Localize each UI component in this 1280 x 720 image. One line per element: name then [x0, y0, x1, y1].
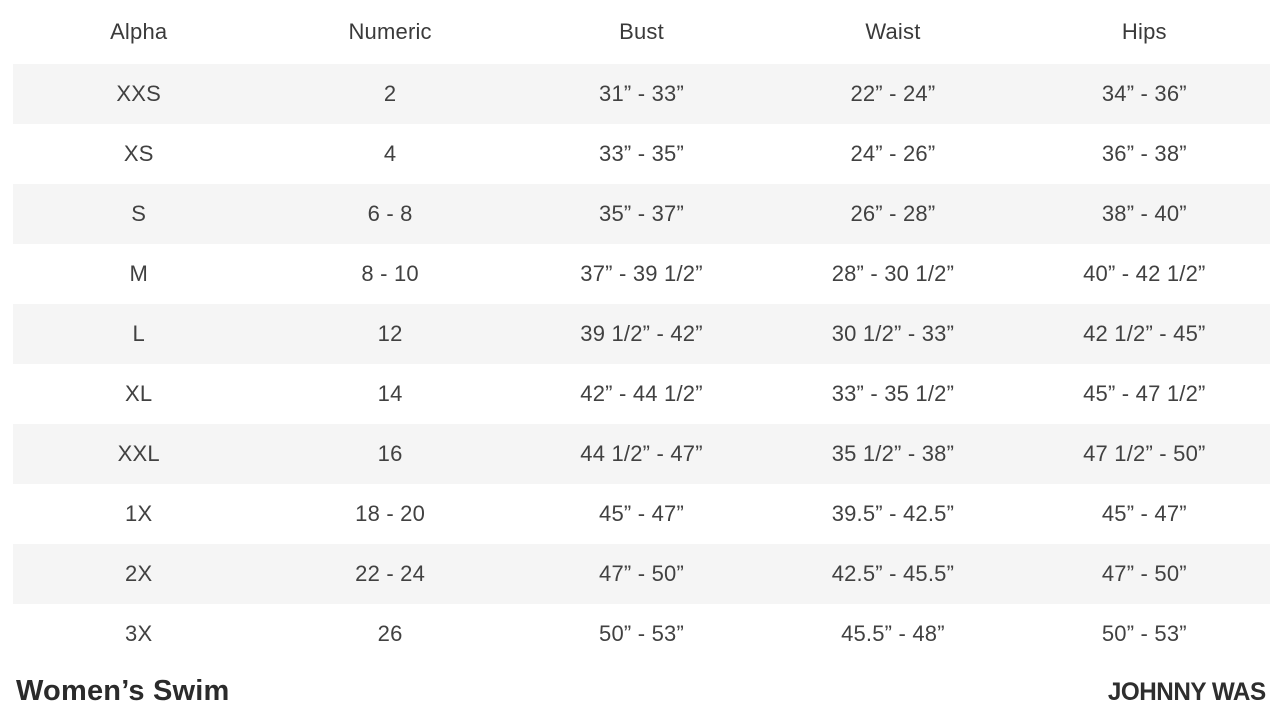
header-cell-waist: Waist — [865, 19, 921, 44]
table-cell: 30 1/2” - 33” — [831, 321, 955, 346]
table-header-row — [13, 0, 1270, 64]
table-cell: 35” - 37” — [599, 201, 684, 226]
table-cell: 1X — [125, 501, 153, 526]
table-cell: 24” - 26” — [850, 141, 936, 166]
table-cell: S — [131, 201, 147, 226]
table-cell: XXS — [116, 81, 162, 106]
table-cell: 36” - 38” — [1101, 141, 1187, 166]
table-cell: 8 - 10 — [361, 261, 419, 286]
table-row-3x — [13, 604, 1270, 664]
table-cell: 42” - 44 1/2” — [580, 381, 703, 406]
table-row-2x — [13, 544, 1270, 604]
table-cell: XXL — [117, 441, 160, 466]
table-cell: 22” - 24” — [850, 81, 936, 106]
table-cell: 33” - 35” — [599, 141, 684, 166]
table-cell: 3X — [125, 621, 153, 646]
table-row-m — [13, 244, 1270, 304]
table-cell: 38” - 40” — [1101, 201, 1187, 226]
table-cell: 33” - 35 1/2” — [831, 381, 955, 406]
table-cell: 28” - 30 1/2” — [831, 261, 955, 286]
table-body — [13, 64, 1270, 664]
table-cell: 50” - 53” — [599, 621, 684, 646]
table-row-1x — [13, 484, 1270, 544]
table-cell: 45” - 47” — [599, 501, 684, 526]
table-row-xs — [13, 124, 1270, 184]
table-cell: 35 1/2” - 38” — [831, 441, 955, 466]
table-cell: 45” - 47” — [1101, 501, 1187, 526]
table-cell: 44 1/2” - 47” — [580, 441, 703, 466]
brand-logo: JOHNNY WAS — [1108, 678, 1266, 706]
table-cell: 45.5” - 48” — [841, 621, 945, 646]
table-row-s — [13, 184, 1270, 244]
table-cell: 45” - 47 1/2” — [1083, 381, 1206, 406]
table-cell: 31” - 33” — [599, 81, 684, 106]
table-cell: 37” - 39 1/2” — [580, 261, 703, 286]
table-cell: 26 — [377, 621, 403, 646]
header-cell-numeric: Numeric — [348, 19, 432, 44]
table-row-xxl — [13, 424, 1270, 484]
category-title: Women’s Swim — [16, 675, 230, 707]
table-cell: 12 — [377, 321, 403, 346]
table-cell: XL — [125, 381, 153, 406]
table-cell: 22 - 24 — [355, 561, 426, 586]
header-cell-hips: Hips — [1121, 19, 1167, 44]
table-cell: 50” - 53” — [1101, 621, 1187, 646]
table-cell: L — [132, 321, 145, 346]
table-row-l — [13, 304, 1270, 364]
table-cell: 42.5” - 45.5” — [831, 561, 955, 586]
table-cell: 18 - 20 — [355, 501, 426, 526]
table-cell: XS — [123, 141, 154, 166]
table-cell: 47” - 50” — [1101, 561, 1187, 586]
size-chart-table — [13, 0, 1270, 664]
table-row-xxs — [13, 64, 1270, 124]
table-cell: 16 — [377, 441, 403, 466]
table-cell: 2 — [383, 81, 397, 106]
table-cell: 39 1/2” - 42” — [580, 321, 703, 346]
table-cell: 2X — [125, 561, 153, 586]
table-cell: 39.5” - 42.5” — [831, 501, 955, 526]
table-cell: 26” - 28” — [850, 201, 936, 226]
table-cell: 40” - 42 1/2” — [1083, 261, 1206, 286]
table-cell: 47 1/2” - 50” — [1083, 441, 1206, 466]
table-cell: 14 — [377, 381, 403, 406]
table-row-xl — [13, 364, 1270, 424]
table-cell: 34” - 36” — [1101, 81, 1187, 106]
table-cell: 42 1/2” - 45” — [1083, 321, 1206, 346]
table-cell: 47” - 50” — [599, 561, 684, 586]
table-cell: M — [129, 261, 148, 286]
header-cell-bust: Bust — [619, 19, 664, 44]
table-cell: 4 — [383, 141, 397, 166]
header-cell-alpha: Alpha — [110, 19, 168, 44]
table-cell: 6 - 8 — [367, 201, 413, 226]
